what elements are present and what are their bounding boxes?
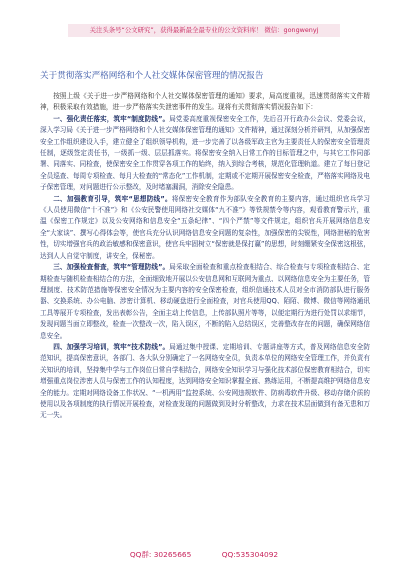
promo-banner: 关注头条号“公文研究”，获得最新最全最专业的公文资料库！ 微信：gongwenyj	[68, 24, 340, 37]
section-1-text: 局党委高度重视保密安全工作，先后召开行政办公会议、党委会议，深入学习局《关于进一步严格网络和个人社交媒体保密管理的通知》文件精神，通过深刻分析并研判，从加强保密安全工作组织建设入手，建立健全了组织领导机构，进一步完善了以各级军政主官为主要责任人的保密安全管理责任制，逐级签定责任书，一级抓一级、层层抓落实。将保密安全纳入日常工作的目标管理之中，与其它工作同部署、同落实、同检查，使保密安全工作贯穿各项工作的始终，纳入到综合考核，规范化管理轨道。建立了每日登记全员巡查、每周专项检查、每月大检查的“常态化”工作机制，定期或不定期开展保密安全检查，严格落实网络及电子保密管理，对问题进行公示整改，及时堵塞漏洞，消除安全隐患。	[40, 114, 370, 192]
document-body	[40, 91, 370, 422]
section-2-heading: 二、加强教育引导，筑牢“思想防线”。	[53, 194, 172, 203]
document-title: 关于贯彻落实严格网络和个人社交媒体保密管理的情况报告	[40, 71, 264, 81]
qq-label: QQ:535304092	[221, 550, 279, 559]
section-2-text: 将保密安全教育作为部队安全教育的主要内容，通过组织官兵学习《人员使用微信“十不准”》和《公安民警使用网络社交媒体“九不准”》等铁规禁令等内容，观看教育警示片，重温《保密工作规定》以及公安网络和信息安全“五条纪律”、“四个严禁”等文件规定，组织官兵开展网络信息安全“大家谈”、撰写心得体会等，使官兵充分认识网络信息安全问题的复杂性，加强保密的尖锐性，网络泄秘的危害性，切实增强官兵的政治敏感和保密意识，使官兵牢固树立“保密就是保打赢”的思想，时刻绷紧安全保密这根弦，达到人人自觉守制度，讲安全，保秘密。	[40, 194, 370, 260]
section-4-heading: 四、加强学习培训，筑牢“技术防线”。	[53, 342, 170, 351]
contact-footer	[0, 548, 408, 562]
section-3-text: 局采取全面检查和重点检查相结合、综合检查与专项检查相结合、定期检查与随机检查相结合的方法，全面细致地开展以公安信息网和互联网为重点、以网络信息安全为主要任务，管理制度、技术防范措施等保密安全情况为主要内容的安全保密检查，组织信通技术人员对全市消防部队进行服务器、交换系统、办公电脑、涉密计算机、移动硬盘进行全面检查，对官兵使用QQ、陌陌、微博、微信等网络通讯工具等展开专项检查，发出表彰公告，全面主动上传信息，上传部队照片等等，以便定期行为进行处罚以求细节，发现问题当面立即整改，检查一次整改一次，陷入误区，不断的陷入总结误区，完善整改存在的问题，确保网络信息安全。	[40, 263, 370, 340]
section-4	[40, 342, 370, 422]
section-3-heading: 三、加强检查督查，筑牢“管理防线”。	[53, 263, 170, 272]
section-4-text: 局通过集中授课、定期培训、专题讲座等方式，普及网络信息安全防范知识，提高保密意识，各部门、各大队分别确定了一名网络安全员，负责本单位的网络安全管理工作，并负责有关知识的培训，坚持集中学与工作岗位日常自学相结合，网络安全知识学习与强化技术部位保密教育相结合，切实增强重点岗位涉密人员与保密工作的认知程度，达到网络安全知识掌握全面、熟练运用，不断提高维护网络信息安全的能力。定期对网络设备工作状况、“一机两用”监控系统、公安网违规软件、防病毒软件升级、移动存储介质的使用以及各项制度的执行情况开展检查，对检查发现的问题做到及时分析整改，力求在技术层面做到有备无患和万无一失。	[40, 342, 370, 420]
qq-group-label: QQ群: 30265665	[129, 550, 192, 559]
intro-paragraph: 按照上级《关于进一步严格网络和个人社交媒体保密管理的通知》要求，局高度重视，迅速贯彻落实文件精神，积极采取有效措施，进一步严格落实失泄密事件的发生。现将有关贯彻落实情况报告如下：	[40, 92, 370, 112]
section-2	[40, 194, 370, 262]
section-1	[40, 114, 370, 194]
section-1-heading: 一、强化责任落实，筑牢“制度防线”。	[53, 114, 170, 123]
section-3	[40, 262, 370, 342]
